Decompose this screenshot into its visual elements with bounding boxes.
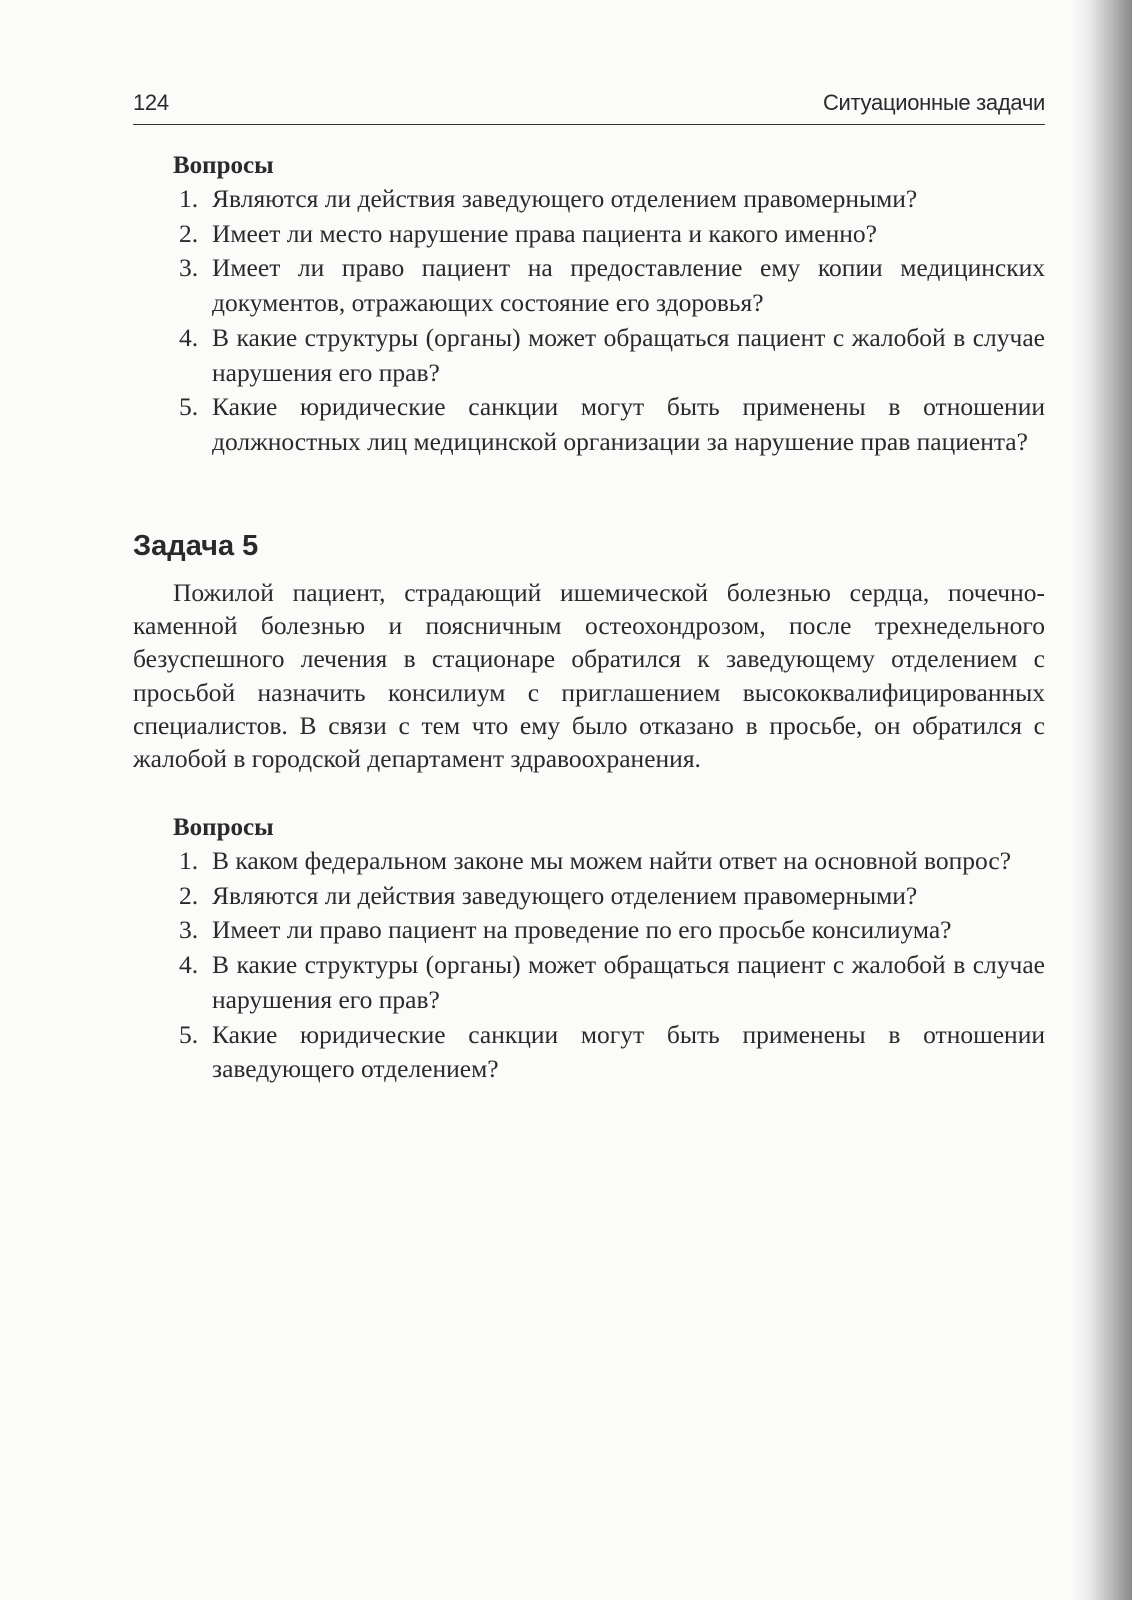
running-title: Ситуационные задачи: [822, 90, 1045, 115]
question-item: 2. Имеет ли место нарушение права пациента и какого именно?: [179, 218, 877, 248]
questions-list: [133, 182, 1045, 460]
questions-block-2: [133, 812, 1045, 1087]
question-item: 3. Имеет ли право пациент на проведение по его просьбе консилиума?: [179, 915, 952, 945]
question-item: 1. В каком федеральном законе мы можем найти ответ на основной вопрос?: [179, 846, 1012, 875]
running-header: [133, 88, 1045, 125]
questions-list: [133, 844, 1045, 1087]
question-item: 4. В какие структуры (органы) может обращаться пациент с жалобой в случае нарушения его прав?: [179, 950, 1045, 1014]
page-number: 124: [133, 90, 169, 115]
task-body: Пожилой пациент, страдающий ишемической болезнью сердца, почечно-каменной болезнью и поясничным остеохондрозом, после трехнедельного безуспешного лечения в стационаре обратился к заведующему отделением с просьбой назначить консилиум с приглашением высококвалифицированных специалистов. В связи с тем что ему было отказано в просьбе, он обратился с жалобой в городской департамент здравоохранения.: [133, 578, 1045, 774]
question-item: 3. Имеет ли право пациент на предоставление ему копии медицинских документов, отражающих состояние его здоровья?: [179, 253, 1045, 318]
task-5: [133, 528, 1045, 775]
questions-subheading: Вопросы: [173, 152, 274, 179]
questions-block-1: [133, 150, 1045, 460]
question-item: 2. Являются ли действия заведующего отделением правомерными?: [179, 880, 918, 910]
questions-subheading: Вопросы: [173, 814, 274, 841]
task-title: Задача 5: [133, 530, 259, 562]
question-item: 4. В какие структуры (органы) может обращаться пациент с жалобой в случае нарушения его прав?: [179, 322, 1045, 387]
scan-edge-shadow: [1070, 0, 1132, 1600]
question-item: 1. Являются ли действия заведующего отделением правомерными?: [179, 184, 918, 213]
question-item: 5. Какие юридические санкции могут быть применены в отношении должностных лиц медицинской организации за нарушение прав пациента?: [179, 392, 1045, 456]
question-item: 5. Какие юридические санкции могут быть применены в отношении заведующего отделением?: [179, 1019, 1045, 1084]
